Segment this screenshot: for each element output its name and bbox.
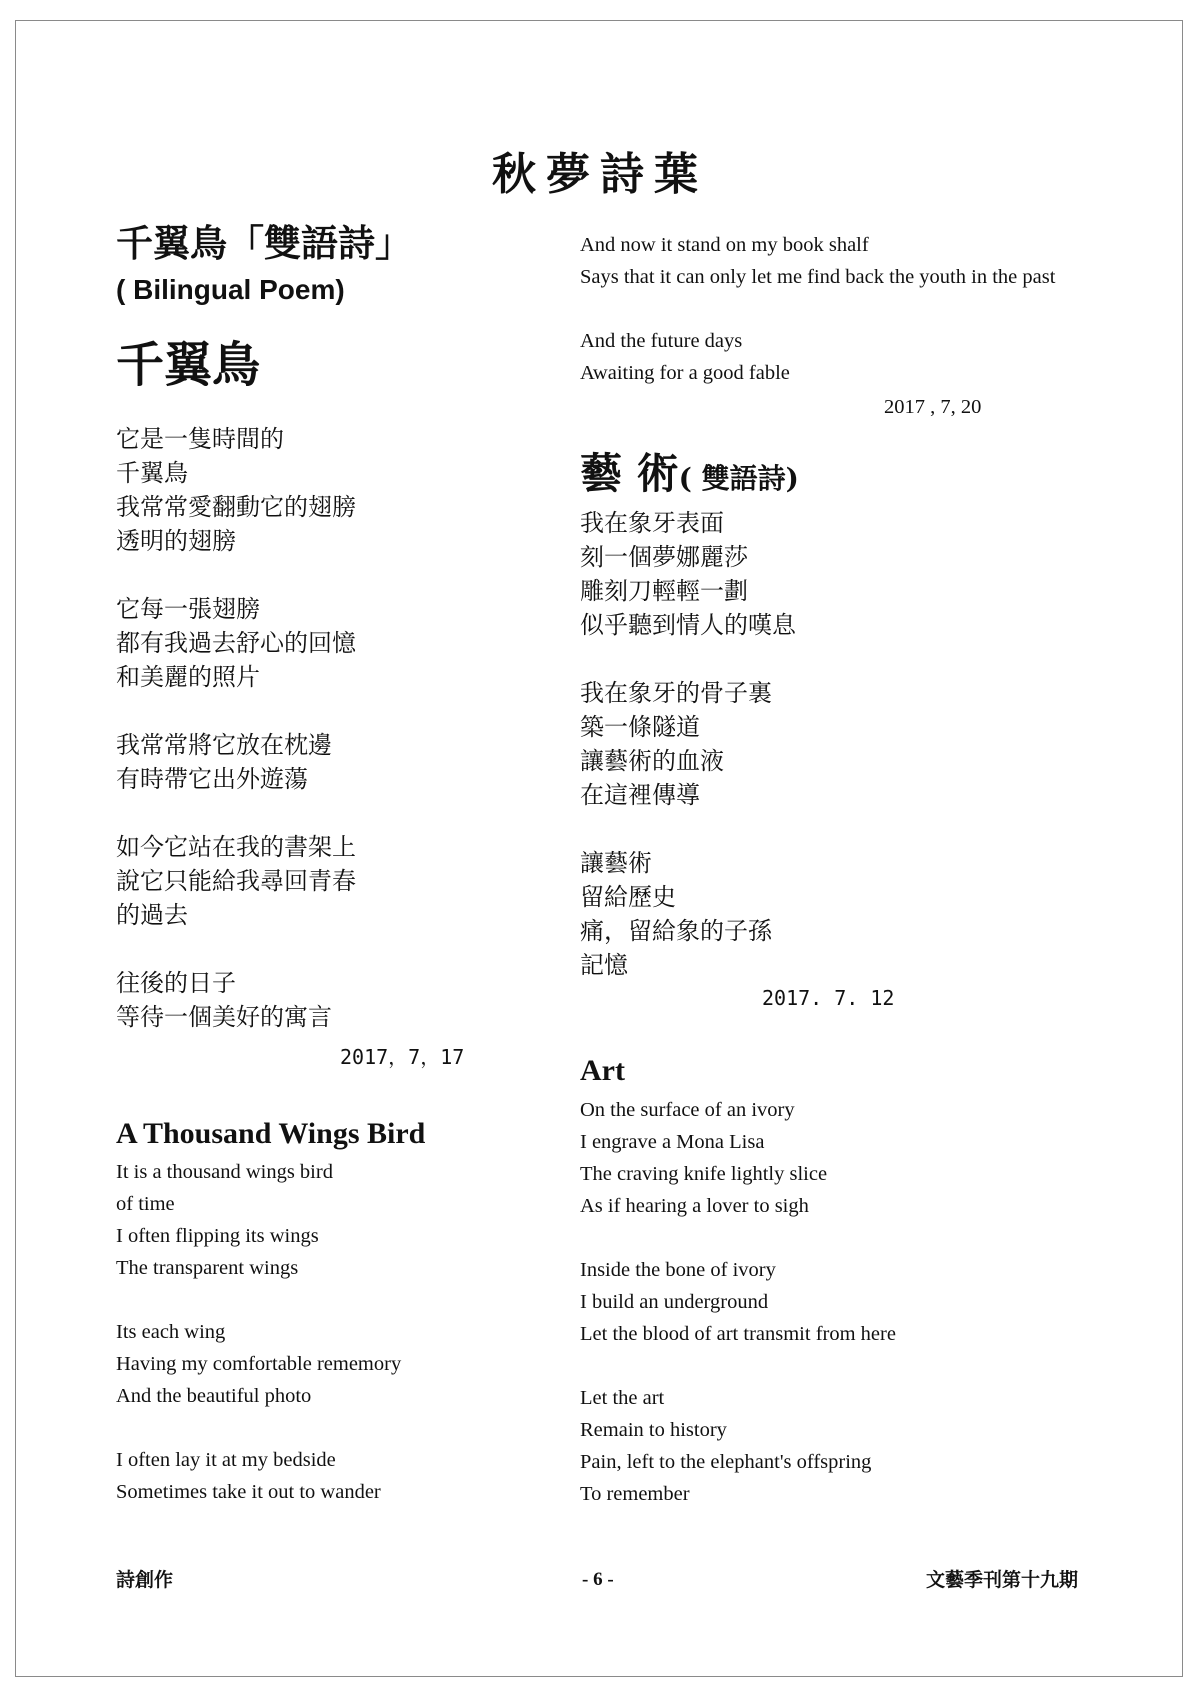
poem-line: 雕刻刀輕輕一劃	[580, 577, 748, 605]
art-en-title: Art	[580, 1054, 625, 1087]
poem-line: I often flipping its wings	[116, 1225, 319, 1247]
poem-line: As if hearing a lover to sigh	[580, 1195, 809, 1217]
stanza	[116, 830, 356, 932]
poem-zh-date: 2017，7，17	[340, 1045, 465, 1069]
stanza	[580, 325, 1055, 389]
footer-left: 詩創作	[116, 1569, 174, 1591]
poem-line: Says that it can only let me find back the youth in the past	[580, 266, 1056, 288]
poem-line: I engrave a Mona Lisa	[580, 1131, 765, 1153]
poem-line: 記憶	[580, 951, 628, 979]
poem-line: 的過去	[116, 901, 188, 929]
poem-line: Its each wing	[116, 1321, 226, 1343]
poem-line: I build an underground	[580, 1291, 769, 1313]
stanza	[580, 506, 796, 642]
poem-line: Let the blood of art transmit from here	[580, 1323, 896, 1345]
art-zh-body	[580, 506, 796, 982]
footer-right: 文藝季刊第十九期	[926, 1569, 1079, 1591]
poem-en-body	[116, 1156, 401, 1508]
stanza	[580, 1382, 896, 1510]
poem-line: I often lay it at my bedside	[116, 1449, 336, 1471]
poem-line: 透明的翅膀	[116, 527, 236, 555]
poem-line: 它每一張翅膀	[116, 595, 260, 623]
poem-line: 等待一個美好的寓言	[116, 1003, 332, 1031]
stanza	[580, 1094, 896, 1222]
art-zh-title-main: 藝 術	[580, 449, 679, 498]
stanza	[116, 422, 356, 558]
poem-line: 讓藝術的血液	[580, 747, 724, 775]
poem-line: 在這裡傳導	[580, 781, 700, 809]
poem-line: 往後的日子	[116, 969, 236, 997]
poem-zh-subtitle: ( Bilingual Poem)	[116, 274, 345, 305]
art-zh-title-sub: ( 雙語詩)	[678, 462, 799, 495]
poem-line: 如今它站在我的書架上	[116, 833, 356, 861]
poem-line: Let the art	[580, 1387, 665, 1409]
poem-line: 我在象牙的骨子裏	[580, 679, 772, 707]
poem-zh-body	[116, 422, 356, 1034]
poem-line: Remain to history	[580, 1419, 727, 1441]
poem-zh-title: 千翼鳥「雙語詩」	[116, 221, 412, 265]
poem-line: 我常常將它放在枕邊	[116, 731, 332, 759]
stanza	[580, 846, 796, 982]
poem-line: 留給歷史	[580, 883, 676, 911]
poem-line: 痛，留給象的子孫	[580, 917, 772, 945]
stanza	[116, 1316, 401, 1412]
poem-line: And the future days	[580, 330, 743, 352]
poem-line: It is a thousand wings bird	[116, 1161, 333, 1183]
poem-line: To remember	[580, 1483, 690, 1505]
poem-line: 和美麗的照片	[116, 663, 260, 691]
poem-line: 說它只能給我尋回青春	[116, 867, 356, 895]
poem-line: And the beautiful photo	[116, 1385, 312, 1407]
art-en-body	[580, 1094, 896, 1510]
poem-line: Pain, left to the elephant's offspring	[580, 1451, 872, 1473]
art-zh-date: 2017. 7. 12	[762, 986, 895, 1010]
poem-en-continued-body	[580, 229, 1055, 389]
footer-page-number: - 6 -	[582, 1569, 614, 1590]
poem-en-date: 2017 , 7, 20	[884, 396, 982, 418]
stanza	[580, 676, 796, 812]
poem-line: 築一條隧道	[580, 713, 700, 741]
poem-line: The transparent wings	[116, 1257, 299, 1279]
poem-zh-heading: 千翼鳥	[116, 337, 261, 393]
poem-line: 它是一隻時間的	[116, 425, 284, 453]
stanza	[116, 1444, 401, 1508]
art-zh-title	[580, 449, 799, 504]
poem-line: On the surface of an ivory	[580, 1099, 795, 1121]
poem-line: And now it stand on my book shalf	[580, 234, 869, 256]
poem-line: 刻一個夢娜麗莎	[580, 543, 748, 571]
poem-line: 似乎聽到情人的嘆息	[580, 611, 796, 639]
stanza	[580, 1254, 896, 1350]
poem-line: 我常常愛翻動它的翅膀	[116, 493, 356, 521]
poem-en-title: A Thousand Wings Bird	[116, 1117, 426, 1150]
poem-line: 讓藝術	[580, 849, 652, 877]
page-header-title: 秋夢詩葉	[492, 149, 708, 200]
poem-line: 有時帶它出外遊蕩	[116, 765, 308, 793]
poem-line: Sometimes take it out to wander	[116, 1481, 381, 1503]
poem-line: Inside the bone of ivory	[580, 1259, 776, 1281]
poem-line: Having my comfortable rememory	[116, 1353, 402, 1375]
stanza	[116, 592, 356, 694]
poem-line: of time	[116, 1193, 175, 1215]
stanza	[116, 966, 356, 1034]
stanza	[580, 229, 1055, 293]
poem-line: 我在象牙表面	[580, 509, 724, 537]
poem-line: 千翼鳥	[116, 459, 188, 487]
poem-line: Awaiting for a good fable	[580, 362, 790, 384]
stanza	[116, 1156, 401, 1284]
poem-line: 都有我過去舒心的回憶	[116, 629, 356, 657]
stanza	[116, 728, 356, 796]
poem-line: The craving knife lightly slice	[580, 1163, 828, 1185]
